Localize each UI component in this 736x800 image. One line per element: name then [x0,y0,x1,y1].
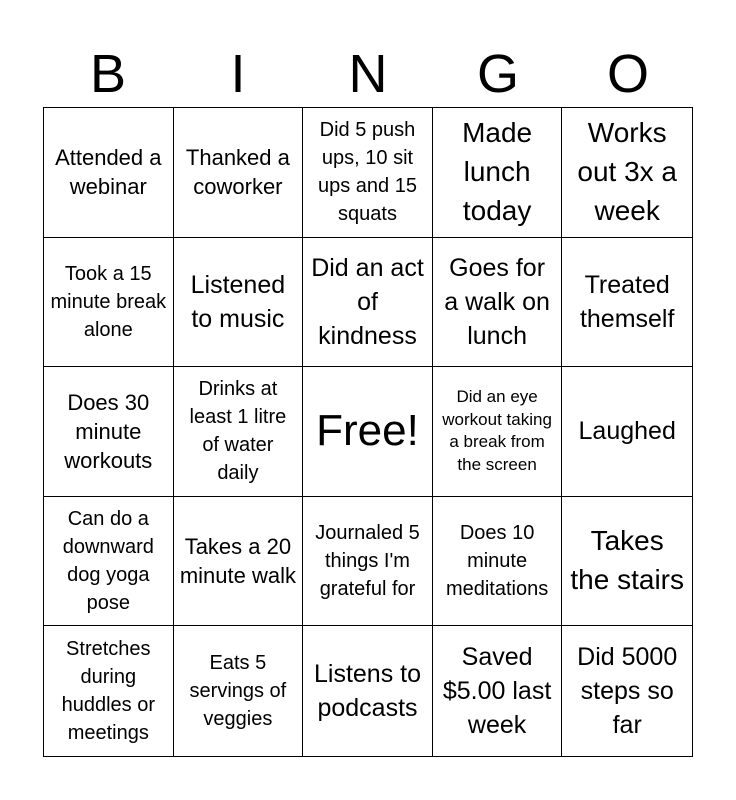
bingo-cell[interactable]: Listens to podcasts [303,626,433,756]
bingo-cell[interactable]: Journaled 5 things I'm grateful for [303,497,433,627]
bingo-cell[interactable]: Laughed [562,367,692,497]
bingo-cell[interactable]: Does 30 minute workouts [44,367,174,497]
bingo-cell[interactable]: Works out 3x a week [562,108,692,238]
bingo-cell[interactable]: Can do a downward dog yoga pose [44,497,174,627]
bingo-cell[interactable]: Takes a 20 minute walk [174,497,304,627]
bingo-cell[interactable]: Made lunch today [433,108,563,238]
bingo-cell[interactable]: Does 10 minute meditations [433,497,563,627]
free-space[interactable]: Free! [303,367,433,497]
bingo-cell[interactable]: Thanked a coworker [174,108,304,238]
bingo-cell[interactable]: Did 5 push ups, 10 sit ups and 15 squats [303,108,433,238]
bingo-header [43,40,693,108]
bingo-cell[interactable]: Goes for a walk on lunch [433,238,563,368]
header-letter-o: O [606,44,649,104]
header-letter-b: B [89,44,127,104]
bingo-cell[interactable]: Treated themself [562,238,692,368]
bingo-cell[interactable]: Takes the stairs [562,497,692,627]
header-letter-g: G [476,44,519,104]
bingo-cell[interactable]: Did 5000 steps so far [577,643,678,740]
header-letter-n: N [348,44,388,104]
header-letter-i: I [230,44,246,104]
bingo-cell[interactable]: Stretches during huddles or meetings [44,626,174,756]
bingo-cell[interactable]: Did an act of kindness [303,238,433,368]
bingo-cell[interactable]: Attended a webinar [44,108,174,238]
bingo-cell[interactable]: Eats 5 servings of veggies [174,626,304,756]
bingo-cell[interactable]: Took a 15 minute break alone [44,238,174,368]
bingo-cell[interactable]: Drinks at least 1 litre of water daily [174,367,304,497]
bingo-cell[interactable]: Saved $5.00 last week [433,626,563,756]
bingo-board [43,107,693,757]
bingo-cell[interactable]: Listened to music [174,238,304,368]
bingo-cell[interactable]: Did an eye workout taking a break from the screen [433,367,563,497]
